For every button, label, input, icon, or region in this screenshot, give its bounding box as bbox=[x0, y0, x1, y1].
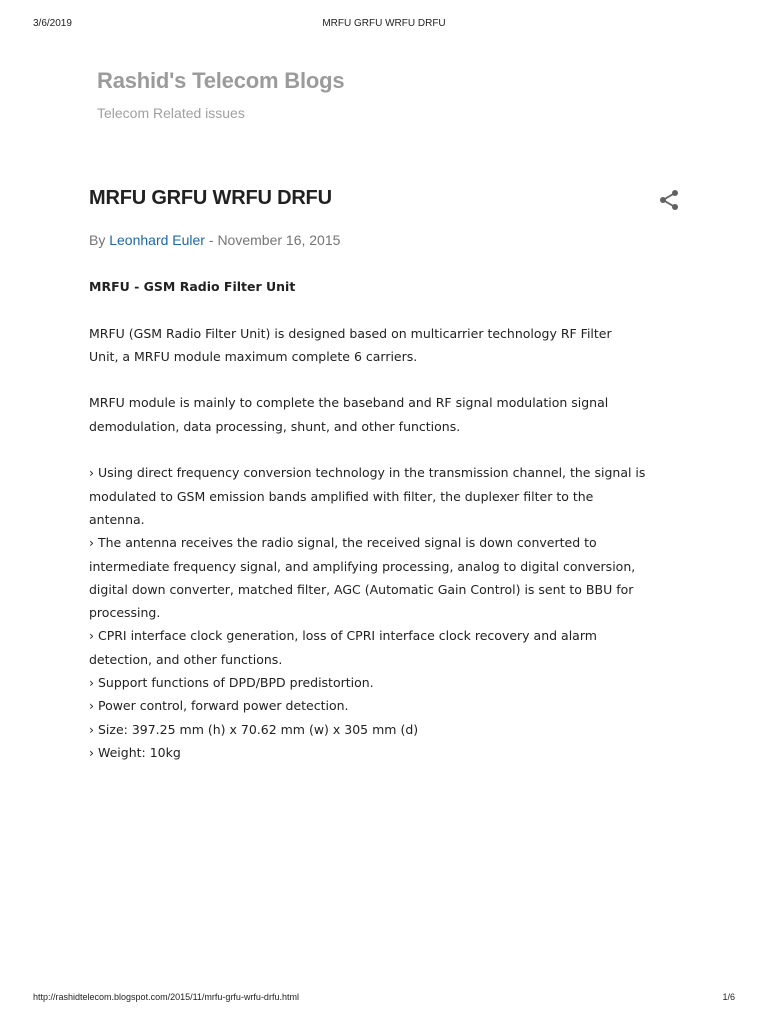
byline-separator: - bbox=[204, 232, 218, 248]
spacer bbox=[89, 368, 689, 391]
blog-description: Telecom Related issues bbox=[97, 105, 245, 121]
post-byline bbox=[89, 232, 340, 248]
bullet-line: intermediate frequency signal, and amplifying processing, analog to digital conversion, bbox=[89, 558, 636, 574]
bullet-line: processing. bbox=[89, 605, 161, 621]
bullet-line: modulated to GSM emission bands amplified with filter, the duplexer filter to the bbox=[89, 488, 594, 504]
spacer bbox=[89, 438, 689, 461]
print-date: 3/6/2019 bbox=[33, 18, 72, 29]
print-footer bbox=[0, 992, 768, 1006]
blog-title[interactable]: Rashid's Telecom Blogs bbox=[97, 68, 345, 93]
bullet-line: › Power control, forward power detection. bbox=[89, 698, 349, 714]
share-icon[interactable] bbox=[657, 188, 681, 212]
spacer bbox=[89, 298, 689, 321]
section-heading: MRFU - GSM Radio Filter Unit bbox=[89, 279, 296, 294]
bullet-line: › Support functions of DPD/BPD predistortion. bbox=[89, 675, 374, 691]
print-page-number: 1/6 bbox=[722, 992, 735, 1002]
print-header bbox=[0, 18, 768, 32]
bullet-line: › The antenna receives the radio signal, the received signal is down converted to bbox=[89, 535, 597, 551]
byline-prefix: By bbox=[89, 232, 110, 248]
print-title: MRFU GRFU WRFU DRFU bbox=[322, 18, 446, 29]
post-body bbox=[89, 275, 689, 764]
print-url: http://rashidtelecom.blogspot.com/2015/11/mrfu-grfu-wrfu-drfu.html bbox=[33, 992, 299, 1002]
post-title[interactable]: MRFU GRFU WRFU DRFU bbox=[89, 187, 332, 209]
bullet-line: digital down converter, matched filter, AGC (Automatic Gain Control) is sent to BBU for bbox=[89, 581, 634, 597]
bullet-line: › Weight: 10kg bbox=[89, 744, 181, 760]
bullet-line: antenna. bbox=[89, 511, 145, 527]
bullet-line: › Using direct frequency conversion technology in the transmission channel, the signal is bbox=[89, 465, 646, 481]
paragraph-line: MRFU (GSM Radio Filter Unit) is designed based on multicarrier technology RF Filter bbox=[89, 325, 612, 341]
paragraph-line: MRFU module is mainly to complete the baseband and RF signal modulation signal bbox=[89, 395, 609, 411]
paragraph-line: Unit, a MRFU module maximum complete 6 carriers. bbox=[89, 348, 418, 364]
author-link[interactable]: Leonhard Euler bbox=[109, 232, 205, 248]
paragraph-line: demodulation, data processing, shunt, and other functions. bbox=[89, 418, 461, 434]
bullet-line: detection, and other functions. bbox=[89, 651, 283, 667]
bullet-line: › Size: 397.25 mm (h) x 70.62 mm (w) x 305 mm (d) bbox=[89, 721, 419, 737]
share-icon-graphic bbox=[657, 188, 681, 212]
post-date: November 16, 2015 bbox=[217, 232, 341, 248]
bullet-line: › CPRI interface clock generation, loss of CPRI interface clock recovery and alarm bbox=[89, 628, 597, 644]
